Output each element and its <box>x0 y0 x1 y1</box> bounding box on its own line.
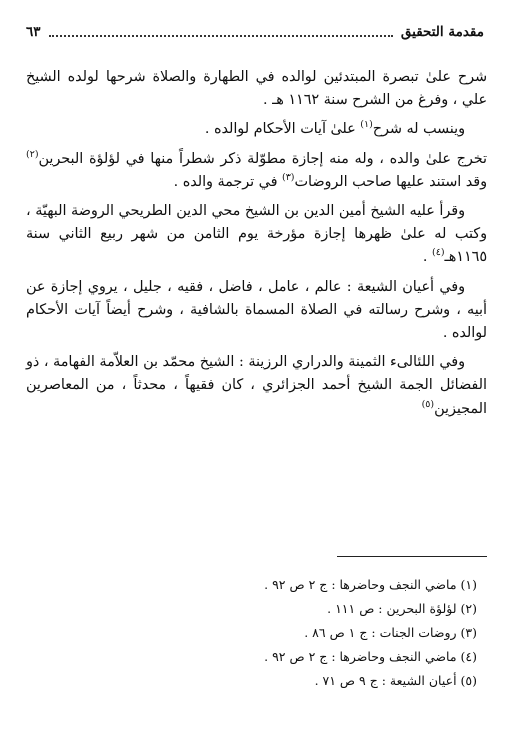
paragraph-3-text-c: في ترجمة والده . <box>173 173 282 190</box>
paragraph-4-text-b: . <box>422 249 432 266</box>
paragraph-6 <box>26 351 487 421</box>
paragraph-1 <box>26 66 487 112</box>
paragraph-5 <box>26 276 487 346</box>
paragraph-3-text-a: تخرج علىٰ والده ، وله منه إجازة مطوّلة ذكر شطراً منها في لؤلؤة البحرين <box>38 150 487 167</box>
footnote-separator <box>337 556 487 557</box>
paragraph-2-text-a: وينسب له شرح <box>372 121 465 138</box>
paragraph-3 <box>26 148 487 194</box>
paragraph-4-text-a: وقرأ عليه الشيخ أمين الدين بن الشيخ محي الدين الطريحي الروضة البهيّة ، وكتب له علىٰ ظهرها إجازة مؤرخة يوم الثامن من شهر ربيع الثاني سنة ١١٦٥هـ <box>26 203 487 266</box>
footnote-1: (١) ماضي النجف وحاضرها : ج ٢ ص ٩٢ . <box>264 577 477 592</box>
running-header <box>26 22 484 42</box>
footnote-5: (٥) أعيان الشيعة : ج ٩ ص ٧١ . <box>314 673 477 688</box>
paragraph-2 <box>26 118 487 141</box>
footnote-ref-2[interactable]: (٢) <box>26 148 39 160</box>
page-number: ٦٣ <box>26 24 41 40</box>
footnote-ref-5[interactable]: (٥) <box>421 398 435 410</box>
main-text <box>26 66 487 427</box>
paragraph-2-text-b: علىٰ آيات الأحكام لوالده . <box>204 121 361 138</box>
footnote-ref-3[interactable]: (٣) <box>281 172 295 184</box>
paragraph-4 <box>26 200 487 270</box>
footnote-3: (٣) روضات الجنات : ج ١ ص ٨٦ . <box>304 625 477 640</box>
paragraph-5-text: وفي أعيان الشيعة : عالم ، عامل ، فاضل ، فقيه ، جليل ، يروي إجازة عن أبيه ، وشرح رسالته في الصلاة المسماة بالشافية ، وشرح أيضاً آيات الأحكام لوالده . <box>26 278 487 342</box>
footnote-4: (٤) ماضي النجف وحاضرها : ج ٢ ص ٩٢ . <box>264 649 477 664</box>
footnote-ref-1[interactable]: (١) <box>360 119 373 131</box>
paragraph-1-text: شرح علىٰ تبصرة المبتدئين لوالده في الطهارة والصلاة شرحها لولده الشيخ علي ، وفرغ من الشرح سنة ١١٦٢ هـ . <box>26 69 487 109</box>
footnote-ref-4[interactable]: (٤) <box>432 247 445 259</box>
paragraph-3-text-b: وقد استند عليها صاحب الروضات <box>294 173 487 190</box>
footnotes <box>26 573 487 693</box>
paragraph-6-text: وفي اللئالىء الثمينة والدراري الرزينة : الشيخ محمّد بن العلاّمة الفهامة ، ذو الفضائل الجمة الشيخ أحمد الجزائري ، كان فقيهاً ، محدثاً ، من المعاصرين المجيزين <box>26 354 487 417</box>
header-title: مقدمة التحقيق <box>400 24 484 40</box>
footnote-2: (٢) لؤلؤة البحرين : ص ١١١ . <box>327 601 477 616</box>
dot-leader <box>49 34 393 37</box>
